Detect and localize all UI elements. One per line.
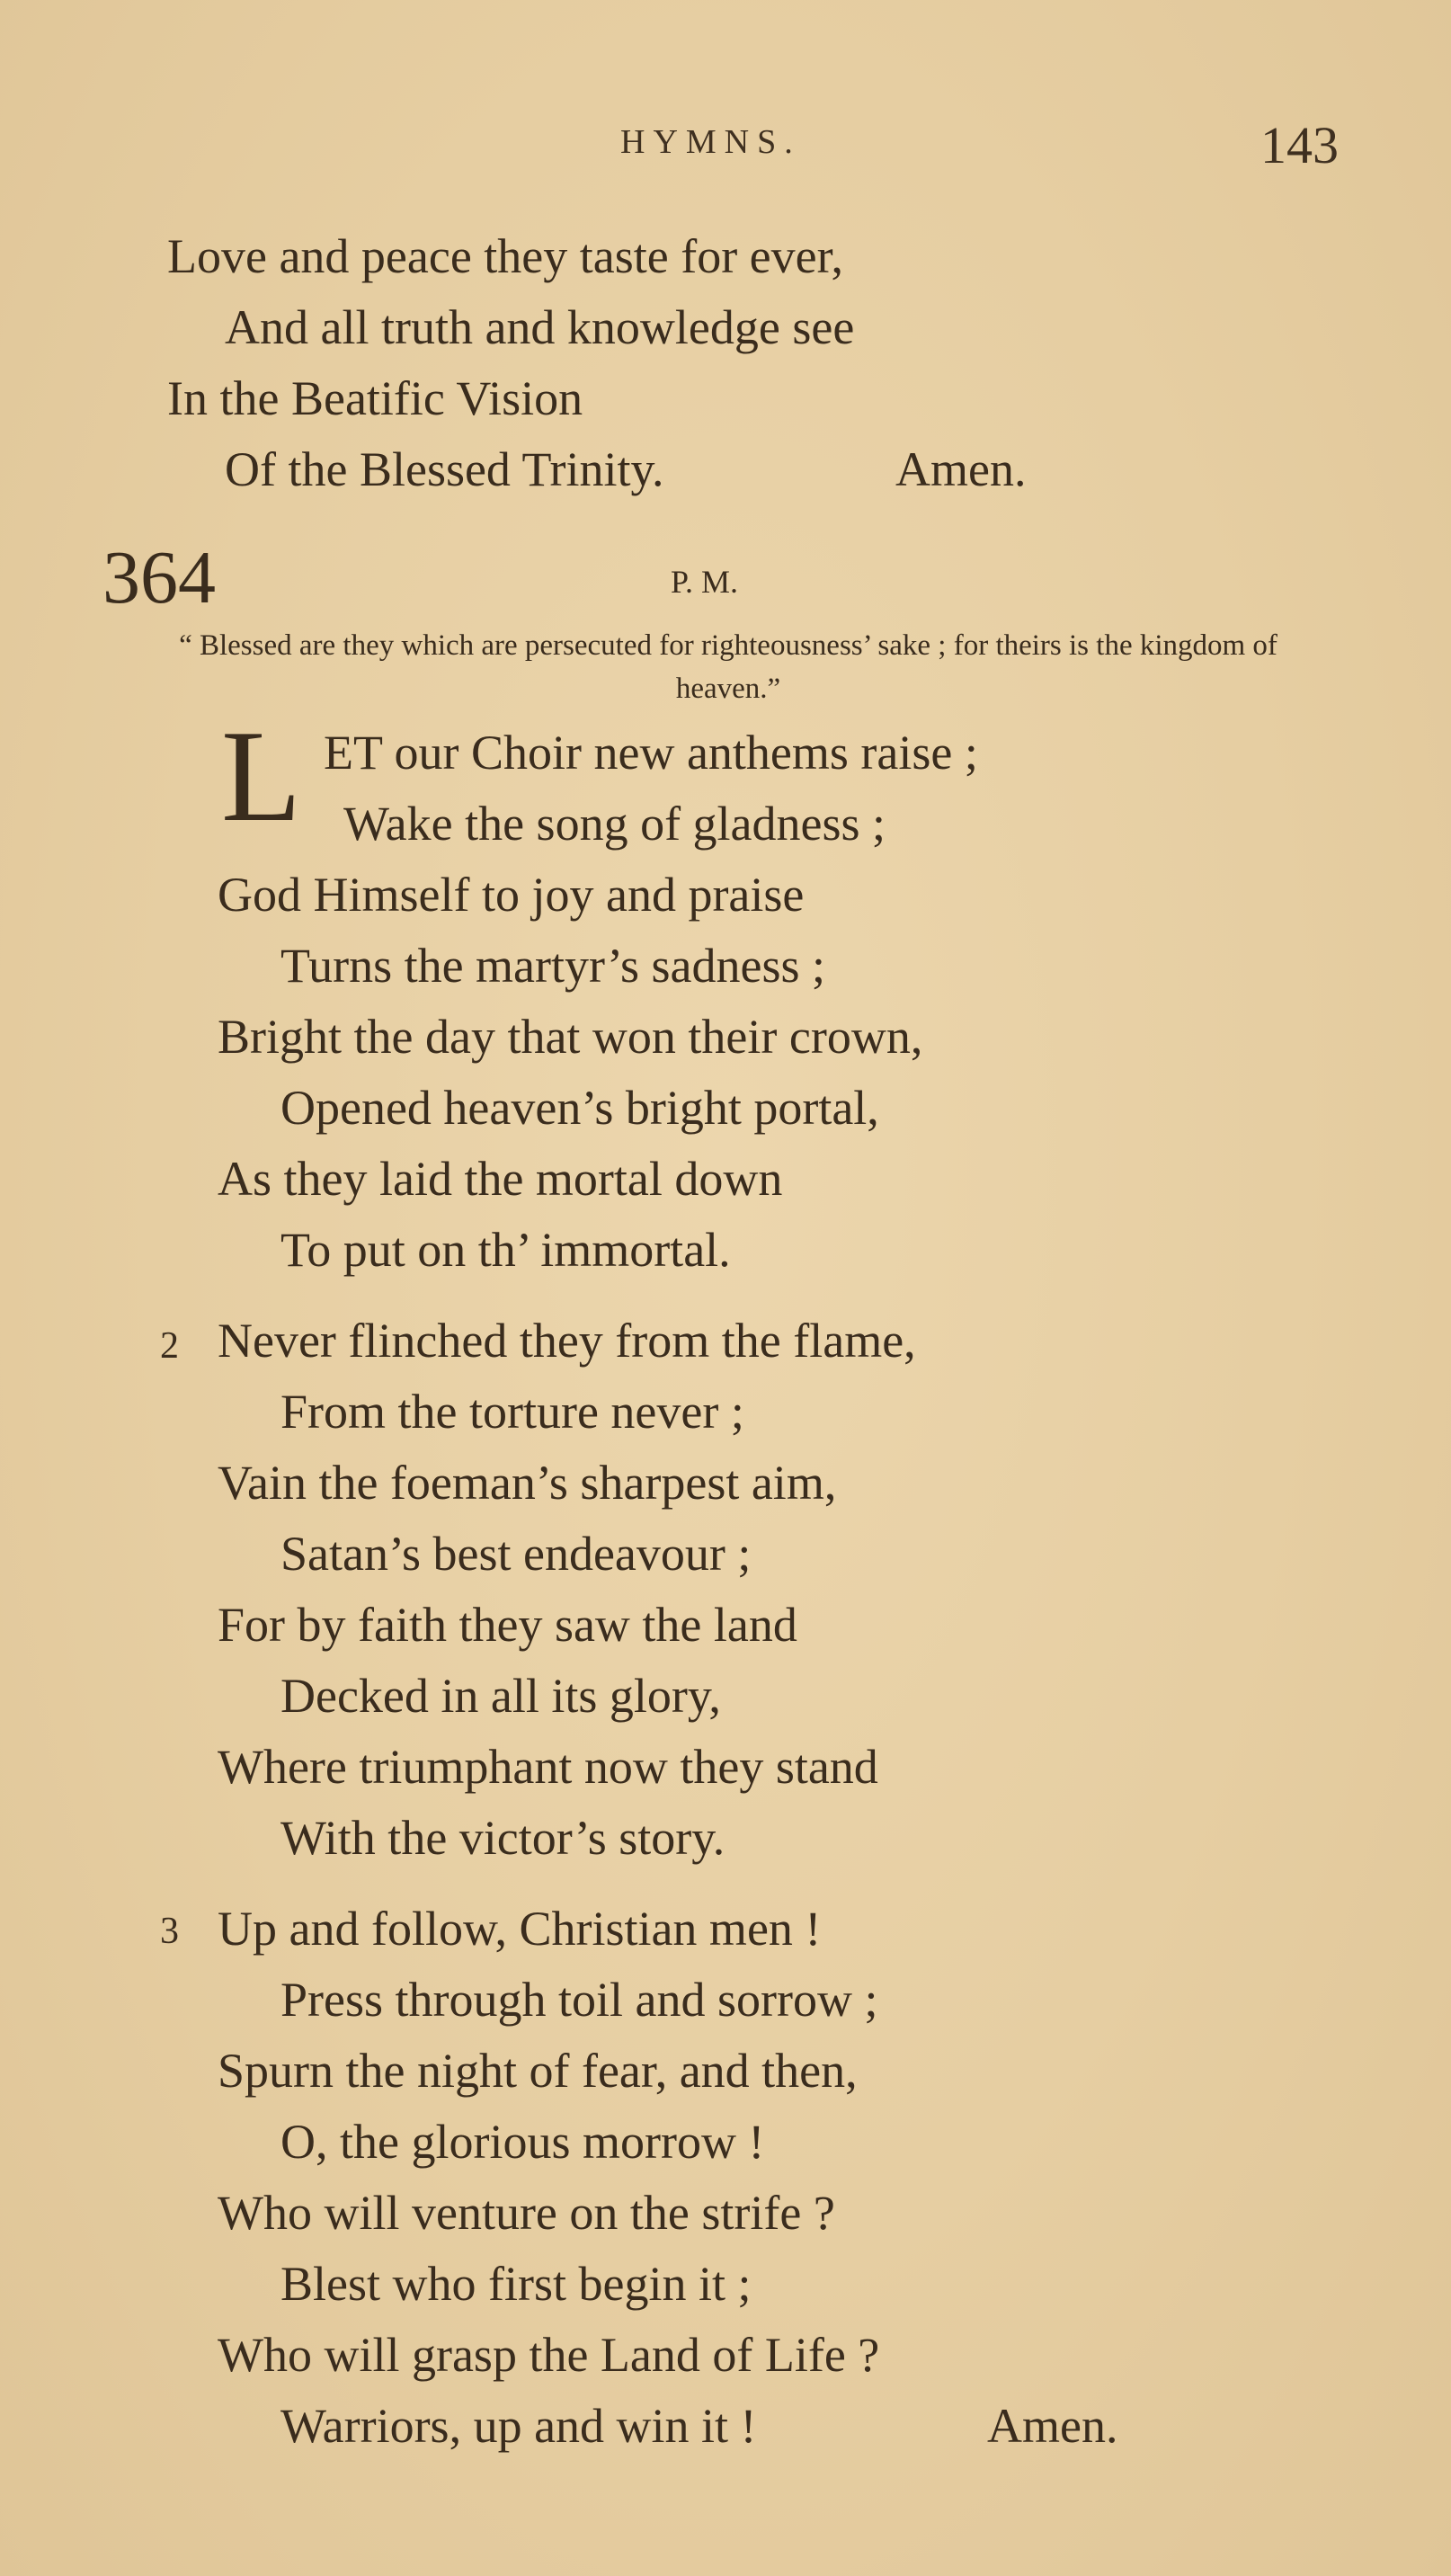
verse-line: Of the Blessed Trinity. [225, 442, 664, 496]
verse-line: Wake the song of gladness ; [343, 797, 886, 851]
verse-line: Up and follow, Christian men ! [218, 1902, 822, 1956]
verse-line: Turns the martyr’s sadness ; [280, 939, 825, 993]
amen-text: Amen. [895, 442, 1027, 496]
running-title: HYMNS. [620, 123, 801, 161]
verse-line: Blest who first begin it ; [280, 2257, 752, 2311]
verse-line: Press through toil and sorrow ; [280, 1973, 878, 2027]
hymn-number: 364 [102, 536, 216, 619]
hymn-meter: P. M. [671, 564, 739, 600]
amen-text: Amen. [987, 2399, 1118, 2453]
verse-line: To put on th’ immortal. [280, 1223, 731, 1277]
verse-line: As they laid the mortal down [218, 1152, 783, 1206]
verse-line: Warriors, up and win it ! [280, 2399, 757, 2453]
verse-line: Vain the foeman’s sharpest aim, [218, 1456, 837, 1510]
verse-number: 2 [160, 1325, 179, 1367]
verse-line: Bright the day that won their crown, [218, 1010, 923, 1064]
verse-line: Spurn the night of fear, and then, [218, 2044, 858, 2098]
verse-line: Opened heaven’s bright portal, [280, 1081, 879, 1135]
verse-line: Decked in all its glory, [280, 1669, 721, 1723]
verse-line: Satan’s best endeavour ; [280, 1527, 752, 1581]
verse-line: O, the glorious morrow ! [280, 2115, 765, 2169]
verse-line: ET our Choir new anthems raise ; [324, 726, 978, 780]
verse-line: Never flinched they from the flame, [218, 1314, 916, 1368]
verse-line: For by faith they saw the land [218, 1598, 797, 1652]
verse-line: Where triumphant now they stand [218, 1740, 878, 1794]
verse-line: God Himself to joy and praise [218, 868, 805, 922]
verse-line: Love and peace they taste for ever, [167, 229, 843, 283]
page-header [0, 115, 1451, 174]
verse-line: And all truth and knowledge see [225, 300, 855, 354]
verse-line: In the Beatific Vision [167, 371, 583, 425]
verse-line: With the victor’s story. [280, 1811, 726, 1865]
verse-line: From the torture never ; [280, 1385, 744, 1439]
drop-cap: L [221, 703, 302, 849]
verse-number: 3 [160, 1911, 179, 1952]
verse-line: Who will venture on the strife ? [218, 2186, 835, 2240]
verse-line: Who will grasp the Land of Life ? [218, 2328, 880, 2382]
page-number: 143 [1260, 116, 1339, 174]
hymn-epigraph: “ Blessed are they which are persecuted for righteousness’ sake ; for theirs is the kingdom of heaven.” [179, 629, 1277, 705]
